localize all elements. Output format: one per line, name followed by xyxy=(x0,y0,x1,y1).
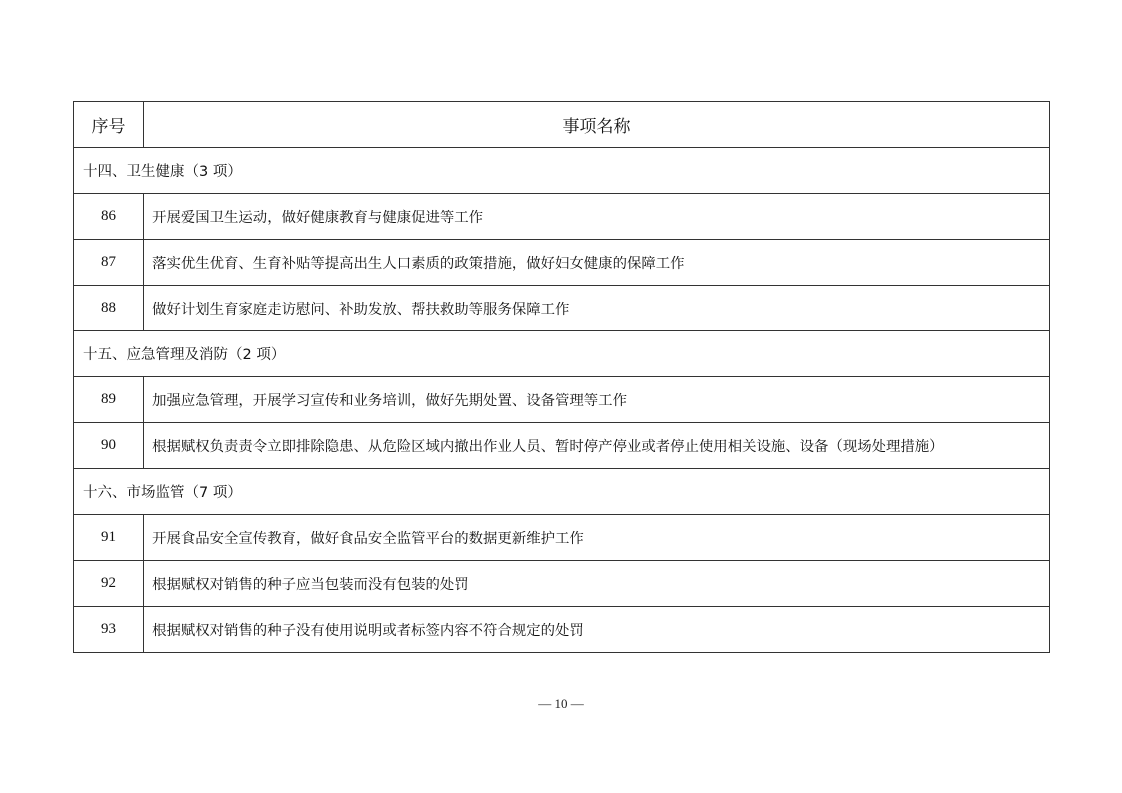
section-row xyxy=(74,147,1050,193)
table-row xyxy=(74,606,1050,652)
row-matter-name: 根据赋权对销售的种子应当包装而没有包装的处罚 xyxy=(144,560,1050,606)
row-number: 88 xyxy=(74,285,144,331)
matters-table xyxy=(73,101,1050,653)
section-row xyxy=(74,469,1050,515)
row-matter-name: 落实优生优育、生育补贴等提高出生人口素质的政策措施，做好妇女健康的保障工作 xyxy=(144,239,1050,285)
section-row xyxy=(74,331,1050,377)
table-row xyxy=(74,423,1050,469)
row-matter-name: 根据赋权负责责令立即排除隐患、从危险区域内撤出作业人员、暂时停产停业或者停止使用相关设施、设备（现场处理措施） xyxy=(144,423,1050,469)
header-serial-number: 序号 xyxy=(74,102,144,148)
table-row xyxy=(74,285,1050,331)
section-title: 十五、应急管理及消防（2 项） xyxy=(74,331,1050,377)
table-row xyxy=(74,560,1050,606)
row-matter-name: 做好计划生育家庭走访慰问、补助发放、帮扶救助等服务保障工作 xyxy=(144,285,1050,331)
row-number: 86 xyxy=(74,193,144,239)
row-matter-name: 根据赋权对销售的种子没有使用说明或者标签内容不符合规定的处罚 xyxy=(144,606,1050,652)
header-matter-name: 事项名称 xyxy=(144,102,1050,148)
row-number: 87 xyxy=(74,239,144,285)
table-row xyxy=(74,515,1050,561)
row-number: 92 xyxy=(74,560,144,606)
row-number: 91 xyxy=(74,515,144,561)
table-row xyxy=(74,239,1050,285)
table-row xyxy=(74,193,1050,239)
row-number: 93 xyxy=(74,606,144,652)
row-matter-name: 开展爱国卫生运动，做好健康教育与健康促进等工作 xyxy=(144,193,1050,239)
table-row xyxy=(74,377,1050,423)
section-title: 十六、市场监管（7 项） xyxy=(74,469,1050,515)
section-title: 十四、卫生健康（3 项） xyxy=(74,147,1050,193)
row-number: 89 xyxy=(74,377,144,423)
row-matter-name: 加强应急管理，开展学习宣传和业务培训，做好先期处置、设备管理等工作 xyxy=(144,377,1050,423)
page-number: — 10 — xyxy=(538,696,584,711)
row-matter-name: 开展食品安全宣传教育，做好食品安全监管平台的数据更新维护工作 xyxy=(144,515,1050,561)
table-header-row xyxy=(74,102,1050,148)
row-number: 90 xyxy=(74,423,144,469)
